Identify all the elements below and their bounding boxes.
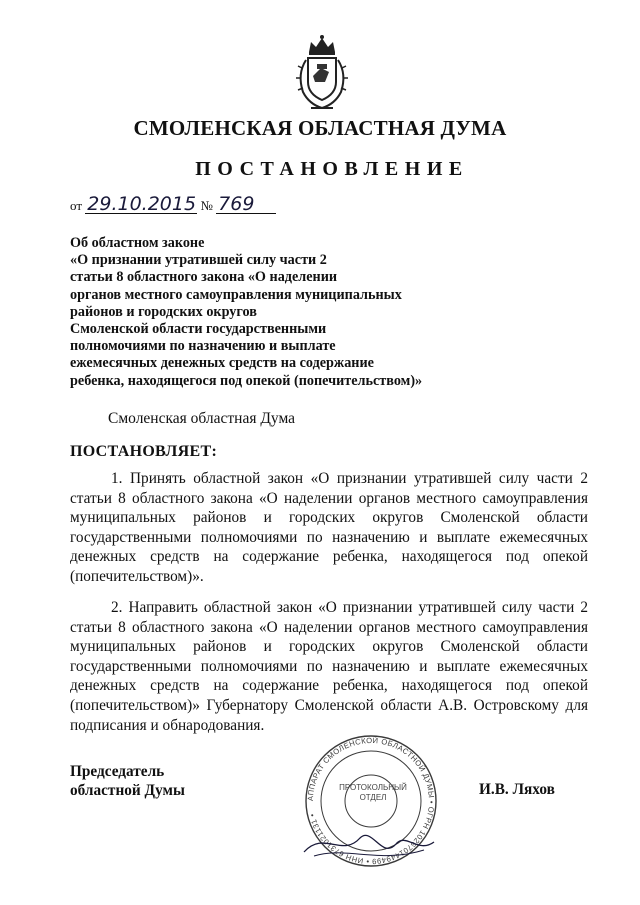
seal-center-line: ПРОТОКОЛЬНЫЙ bbox=[339, 783, 407, 792]
subject-line: статьи 8 областного закона «О наделении bbox=[70, 269, 338, 286]
resolution-paragraph-2: 2. Направить областной закон «О признании утратившей силу части 2 статьи 8 областного закона «О наделении органов местного самоуправления муниципальных районов и городских округов Смоленской области государственными полномочиями по назначению и выплате ежемесячных денежных средств на содержание ребенка, находящегося под опекой (попечительством)» Губернатору Смоленской области А.В. Островскому для подписания и обнародования. bbox=[70, 599, 588, 734]
subject-line: Об областном законе bbox=[70, 235, 205, 251]
document-type-title: ПОСТАНОВЛЕНИЕ bbox=[195, 158, 469, 180]
subject-line: полномочиями по назначению и выплате bbox=[70, 338, 336, 355]
signatory-name: И.В. Ляхов bbox=[479, 781, 555, 798]
subject-line: районов и городских округов bbox=[70, 303, 257, 320]
seal-ring-text: АППАРАТ СМОЛЕНСКОЙ ОБЛАСТНОЙ ДУМЫ • ОГРН 1026701449499 • ИНН 6731021131 • bbox=[305, 735, 437, 867]
signatory-title-line: Председатель bbox=[70, 763, 165, 780]
subject-line: органов местного самоуправления муниципальных bbox=[70, 286, 402, 303]
signatory-title bbox=[70, 762, 185, 800]
resolves-heading: ПОСТАНОВЛЯЕТ: bbox=[70, 443, 218, 460]
seal-center-line: ОТДЕЛ bbox=[359, 793, 387, 802]
number-prefix: № bbox=[200, 198, 213, 213]
signatory-title-line: областной Думы bbox=[70, 782, 185, 799]
date-prefix: от bbox=[70, 198, 83, 213]
organization-title: СМОЛЕНСКАЯ ОБЛАСТНАЯ ДУМА bbox=[133, 116, 507, 140]
subject-line: ежемесячных денежных средств на содержание bbox=[70, 355, 374, 372]
subject-line: «О признании утратившей силу части 2 bbox=[70, 252, 327, 269]
subject-line: ребенка, находящегося под опекой (попечительством)» bbox=[70, 372, 423, 389]
handwritten-number: 769 bbox=[216, 195, 276, 214]
intro-text: Смоленская областная Дума bbox=[108, 410, 296, 427]
coat-of-arms-emblem bbox=[293, 34, 351, 112]
resolution-paragraph-1: 1. Принять областной закон «О признании утратившей силу части 2 статьи 8 областного закона «О наделении органов местного самоуправления муниципальных районов и городских округов Смоленской области государственными полномочиями по назначению и выплате ежемесячных денежных средств на содержание ребенка, находящегося под опекой (попечительством)». bbox=[70, 470, 588, 585]
handwritten-date: 29.10.2015 bbox=[87, 193, 197, 215]
document-subject bbox=[70, 235, 422, 390]
subject-line: Смоленской области государственными bbox=[70, 321, 327, 338]
seal-center-text bbox=[334, 783, 412, 803]
document-dateline bbox=[70, 195, 276, 214]
